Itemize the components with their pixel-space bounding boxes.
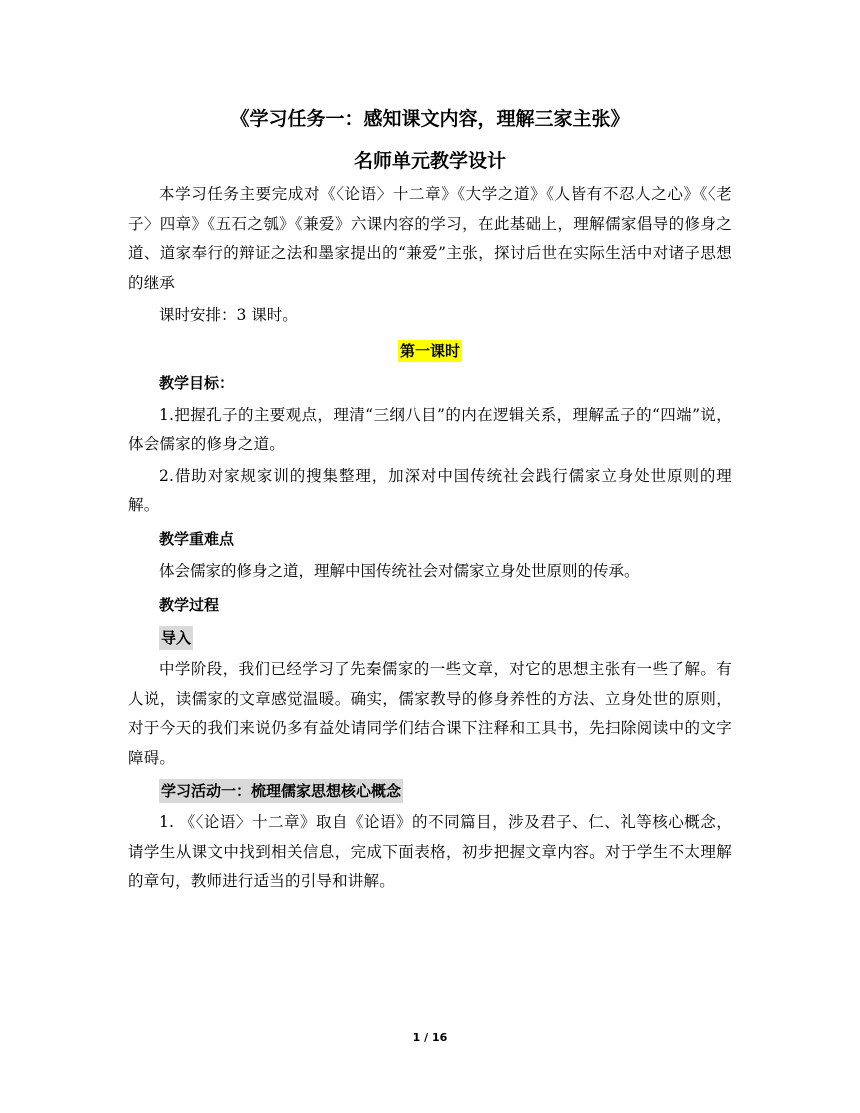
document-subtitle: 名师单元教学设计 (353, 150, 506, 172)
lesson-label-row (128, 337, 732, 367)
intro-section-label: 导入 (159, 626, 193, 650)
document-title: 《学习任务一：感知课文内容，理解三家主张》 (230, 108, 630, 130)
objectives-heading: 教学目标： (159, 374, 235, 392)
lesson-label: 第一课时 (399, 341, 460, 360)
page-content (128, 104, 732, 897)
difficulty-heading: 教学重难点 (159, 529, 235, 548)
schedule-line: 课时安排：3 课时。 (159, 306, 298, 324)
intro-section-text: 中学阶段，我们已经学习了先秦儒家的一些文章，对它的思想主张有一些了解。有人说，读儒家的文章感觉温暖。确实，儒家教导的修身养性的方法、立身处世的原则，对于今天的我们来说仍多有益处请同学们结合课下注释和工具书，先扫除阅读中的文字障碍。 (128, 660, 732, 767)
process-heading: 教学过程 (159, 595, 220, 614)
intro-section-row (159, 622, 732, 655)
objective-item: 2.借助对家规家训的搜集整理，加深对中国传统社会践行儒家立身处世原则的理解。 (128, 466, 732, 514)
page-number: 1 / 16 (412, 1031, 448, 1044)
activity-label: 学习活动一：梳理儒家思想核心概念 (159, 779, 403, 803)
difficulty-text: 体会儒家的修身之道，理解中国传统社会对儒家立身处世原则的传承。 (159, 562, 640, 580)
intro-paragraph: 本学习任务主要完成对《〈论语〉十二章》《大学之道》《人皆有不忍人之心》《〈老子〉四章》《五石之瓠》《兼爱》六课内容的学习，在此基础上，理解儒家倡导的修身之道、道家奉行的辩证之法和墨家提出的“兼爱”主张，探讨后世在实际生活中对诸子思想的继承 (128, 185, 732, 292)
activity-text: 1. 《〈论语〉十二章》取自《论语》的不同篇目，涉及君子、仁、礼等核心概念，请学生从课文中找到相关信息，完成下面表格，初步把握文章内容。对于学生不太理解的章句，教师进行适当的引导和讲解。 (128, 813, 732, 890)
activity-row (159, 775, 732, 808)
objective-item: 1.把握孔子的主要观点，理清“三纲八目”的内在逻辑关系，理解孟子的“四端”说，体会儒家的修身之道。 (128, 405, 732, 453)
